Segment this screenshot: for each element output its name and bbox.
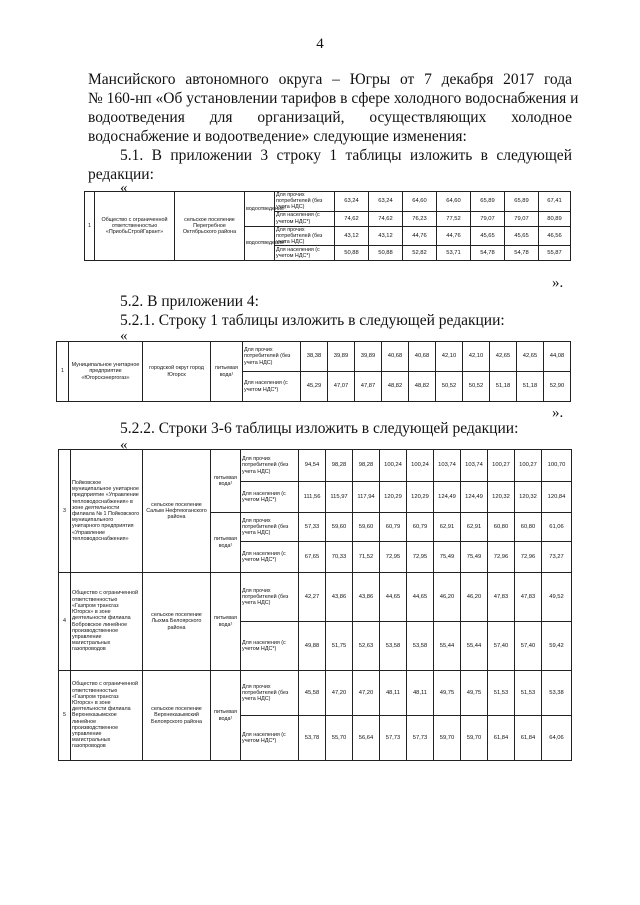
consumer-category: Для населения (с учетом НДС*) [241,482,299,513]
section-5-1 [88,146,572,184]
tariff-value: 61,84 [515,716,542,761]
tariff-value: 80,89 [539,211,571,226]
tariff-value: 100,24 [407,450,434,482]
tariff-value: 38,38 [301,342,328,372]
tariff-value: 49,88 [299,622,326,671]
tariff-value: 55,44 [461,622,488,671]
intro-line: № 160-нп «Об установлении тарифов в сфере холодного водоснабжения и [88,90,579,107]
tariff-value: 51,53 [515,671,542,716]
service-type: питьевая вода¹ [211,450,241,513]
tariff-value: 51,18 [517,372,544,402]
tariff-value: 71,52 [353,542,380,573]
tariff-value: 46,20 [461,573,488,622]
consumer-category: Для населения (с учетом НДС*) [243,372,301,402]
tariff-value: 40,68 [409,342,436,372]
tariff-value: 63,24 [335,192,369,212]
tariff-value: 103,74 [434,450,461,482]
consumer-category: Для населения (с учетом НДС*) [241,542,299,573]
tariff-value: 72,95 [407,542,434,573]
row-number: 1 [57,342,69,402]
consumer-category: Для прочих потребителей (без учета НДС) [241,671,299,716]
tariff-value: 47,20 [326,671,353,716]
tariff-value: 43,86 [353,573,380,622]
tariff-value: 55,44 [434,622,461,671]
tariff-value: 70,33 [326,542,353,573]
territory-name: сельское поселение Перегребное Октябрьского района [175,192,245,261]
tariff-value: 47,83 [515,573,542,622]
consumer-category: Для прочих потребителей (без учета НДС) [241,450,299,482]
tariff-value: 45,29 [301,372,328,402]
service-type: водоотведение¹ [245,226,275,261]
close-quote: ». [552,405,564,421]
consumer-category: Для прочих потребителей (без учета НДС) [275,226,335,246]
tariff-value: 46,56 [539,226,571,246]
open-quote: « [120,180,128,196]
tariff-table-2 [56,341,571,402]
territory-name: сельское поселение Салым Нефтеюганского района [143,450,211,573]
tariff-value: 115,97 [326,482,353,513]
tariff-value: 63,24 [369,192,403,212]
tariff-value: 100,24 [380,450,407,482]
tariff-value: 59,42 [542,622,572,671]
tariff-value: 120,32 [515,482,542,513]
tariff-value: 44,65 [407,573,434,622]
tariff-value: 117,94 [353,482,380,513]
tariff-value: 77,52 [437,211,471,226]
table-row [59,450,572,482]
tariff-value: 53,71 [437,246,471,261]
table-row [59,671,572,716]
tariff-value: 72,95 [380,542,407,573]
tariff-value: 61,84 [488,716,515,761]
tariff-value: 120,29 [407,482,434,513]
tariff-value: 64,60 [437,192,471,212]
tariff-value: 45,65 [471,226,505,246]
tariff-value: 64,06 [542,716,572,761]
tariff-value: 53,78 [299,716,326,761]
consumer-category: Для населения (с учетом НДС*) [241,622,299,671]
tariff-value: 59,60 [353,513,380,542]
tariff-value: 54,78 [505,246,539,261]
open-quote: « [120,328,128,344]
tariff-value: 55,87 [539,246,571,261]
tariff-value: 72,96 [488,542,515,573]
tariff-value: 52,90 [544,372,571,402]
tariff-value: 50,52 [436,372,463,402]
tariff-value: 46,20 [434,573,461,622]
page-number: 4 [316,36,324,52]
tariff-value: 39,89 [355,342,382,372]
tariff-value: 51,18 [490,372,517,402]
tariff-value: 43,86 [326,573,353,622]
tariff-value: 94,54 [299,450,326,482]
tariff-value: 53,58 [407,622,434,671]
tariff-value: 60,79 [380,513,407,542]
tariff-value: 50,88 [335,246,369,261]
tariff-value: 72,96 [515,542,542,573]
tariff-value: 60,80 [488,513,515,542]
consumer-category: Для населения (с учетом НДС*) [275,211,335,226]
tariff-value: 43,12 [369,226,403,246]
tariff-value: 98,28 [326,450,353,482]
tariff-value: 39,89 [328,342,355,372]
tariff-table-1 [84,191,571,261]
tariff-value: 55,70 [326,716,353,761]
tariff-value: 53,38 [542,671,572,716]
consumer-category: Для прочих потребителей (без учета НДС) [275,192,335,212]
tariff-value: 65,89 [505,192,539,212]
tariff-table-3 [58,449,572,761]
tariff-value: 42,10 [463,342,490,372]
section-5-1-line: 5.1. В приложении 3 строку 1 таблицы изложить в следующей [120,147,572,164]
tariff-value: 64,60 [403,192,437,212]
tariff-value: 40,68 [382,342,409,372]
tariff-value: 48,82 [409,372,436,402]
organization-name: Общество с ограниченной ответственностью «Газпром трансгаз Югорск» в зоне деятельности филиала Верхнеказымское линейное производственное управление магистральных газопроводов [71,671,143,761]
tariff-value: 47,20 [353,671,380,716]
service-type: питьевая вода¹ [211,342,243,402]
organization-name: Пойковское муниципальное унитарное предприятие «Управление тепловодоснабжения» в зоне деятельности филиала № 1 Пойковского муниципального унитарного предприятия «Управление тепловодоснабжения» [71,450,143,573]
tariff-value: 100,27 [488,450,515,482]
section-5-1-line: редакции: [88,166,154,183]
tariff-value: 48,11 [407,671,434,716]
tariff-value: 42,65 [517,342,544,372]
tariff-value: 45,58 [299,671,326,716]
table-row [59,573,572,622]
tariff-value: 59,60 [326,513,353,542]
service-type: питьевая вода¹ [211,573,241,671]
row-number: 5 [59,671,71,761]
tariff-value: 51,53 [488,671,515,716]
tariff-value: 124,49 [461,482,488,513]
tariff-value: 57,33 [299,513,326,542]
tariff-value: 59,70 [461,716,488,761]
organization-name: Муниципальное унитарное предприятие «Югорскэнергогаз» [69,342,143,402]
consumer-category: Для населения (с учетом НДС*) [241,716,299,761]
tariff-value: 48,11 [380,671,407,716]
section-5-2: 5.2. В приложении 4: [120,293,259,310]
tariff-value: 65,89 [471,192,505,212]
tariff-value: 57,40 [515,622,542,671]
row-number: 1 [85,192,95,261]
tariff-value: 75,49 [434,542,461,573]
section-5-2-2: 5.2.2. Строки 3-6 таблицы изложить в следующей редакции: [120,420,519,437]
tariff-value: 103,74 [461,450,488,482]
tariff-value: 57,73 [380,716,407,761]
tariff-value: 50,52 [463,372,490,402]
tariff-value: 79,07 [471,211,505,226]
tariff-value: 42,27 [299,573,326,622]
tariff-value: 73,27 [542,542,572,573]
tariff-value: 74,62 [369,211,403,226]
tariff-value: 52,63 [353,622,380,671]
tariff-value: 43,12 [335,226,369,246]
consumer-category: Для прочих потребителей (без учета НДС) [241,513,299,542]
tariff-value: 53,58 [380,622,407,671]
service-type: водоотведение¹ [245,192,275,227]
tariff-value: 57,73 [407,716,434,761]
territory-name: сельское поселение Верхнеказымский Белоярского района [143,671,211,761]
tariff-value: 120,29 [380,482,407,513]
consumer-category: Для населения (с учетом НДС*) [275,246,335,261]
tariff-value: 61,06 [542,513,572,542]
tariff-value: 74,62 [335,211,369,226]
tariff-value: 52,82 [403,246,437,261]
intro-line: Мансийского автономного округа – Югры от 7 декабря 2017 года [88,71,572,88]
organization-name: Общество с ограниченной ответственностью «ПриобьСтройГарант» [95,192,175,261]
tariff-value: 44,65 [380,573,407,622]
tariff-value: 54,78 [471,246,505,261]
tariff-value: 42,65 [490,342,517,372]
service-type: питьевая вода¹ [211,671,241,761]
tariff-value: 76,23 [403,211,437,226]
organization-name: Общество с ограниченной ответственностью «Газпром трансгаз Югорск» в зоне деятельности филиала Бобровское линейное производственное управление магистральных газопроводов [71,573,143,671]
tariff-value: 47,07 [328,372,355,402]
section-5-2-1: 5.2.1. Строку 1 таблицы изложить в следующей редакции: [120,312,505,329]
intro-line: водоотведения для организаций, осуществляющих холодное [88,109,572,126]
consumer-category: Для прочих потребителей (без учета НДС) [243,342,301,372]
table-row [85,192,571,212]
tariff-value: 60,79 [407,513,434,542]
tariff-value: 44,08 [544,342,571,372]
row-number: 4 [59,573,71,671]
tariff-value: 98,28 [353,450,380,482]
tariff-value: 44,76 [437,226,471,246]
tariff-value: 100,70 [542,450,572,482]
tariff-value: 124,49 [434,482,461,513]
tariff-value: 75,49 [461,542,488,573]
consumer-category: Для прочих потребителей (без учета НДС) [241,573,299,622]
service-type: питьевая вода¹ [211,513,241,573]
tariff-value: 50,88 [369,246,403,261]
intro-paragraph [88,70,579,146]
tariff-value: 60,80 [515,513,542,542]
row-number: 3 [59,450,71,573]
open-quote: « [120,437,128,453]
tariff-value: 120,32 [488,482,515,513]
tariff-value: 62,91 [461,513,488,542]
tariff-value: 44,76 [403,226,437,246]
tariff-value: 47,87 [355,372,382,402]
tariff-value: 49,75 [461,671,488,716]
close-quote: ». [552,275,564,291]
tariff-value: 111,56 [299,482,326,513]
tariff-value: 47,83 [488,573,515,622]
tariff-value: 57,40 [488,622,515,671]
tariff-value: 51,75 [326,622,353,671]
tariff-value: 62,91 [434,513,461,542]
table-row [57,342,571,372]
tariff-value: 49,75 [434,671,461,716]
tariff-value: 67,41 [539,192,571,212]
intro-line: водоснабжение и водоотведение» следующие изменения: [88,128,467,145]
tariff-value: 100,27 [515,450,542,482]
tariff-value: 48,82 [382,372,409,402]
tariff-value: 45,65 [505,226,539,246]
tariff-value: 59,70 [434,716,461,761]
tariff-value: 120,84 [542,482,572,513]
tariff-value: 42,10 [436,342,463,372]
tariff-value: 79,07 [505,211,539,226]
tariff-value: 49,52 [542,573,572,622]
tariff-value: 67,65 [299,542,326,573]
territory-name: сельское поселение Лыхма Белоярского района [143,573,211,671]
tariff-value: 56,64 [353,716,380,761]
territory-name: городской округ город Югорск [143,342,211,402]
